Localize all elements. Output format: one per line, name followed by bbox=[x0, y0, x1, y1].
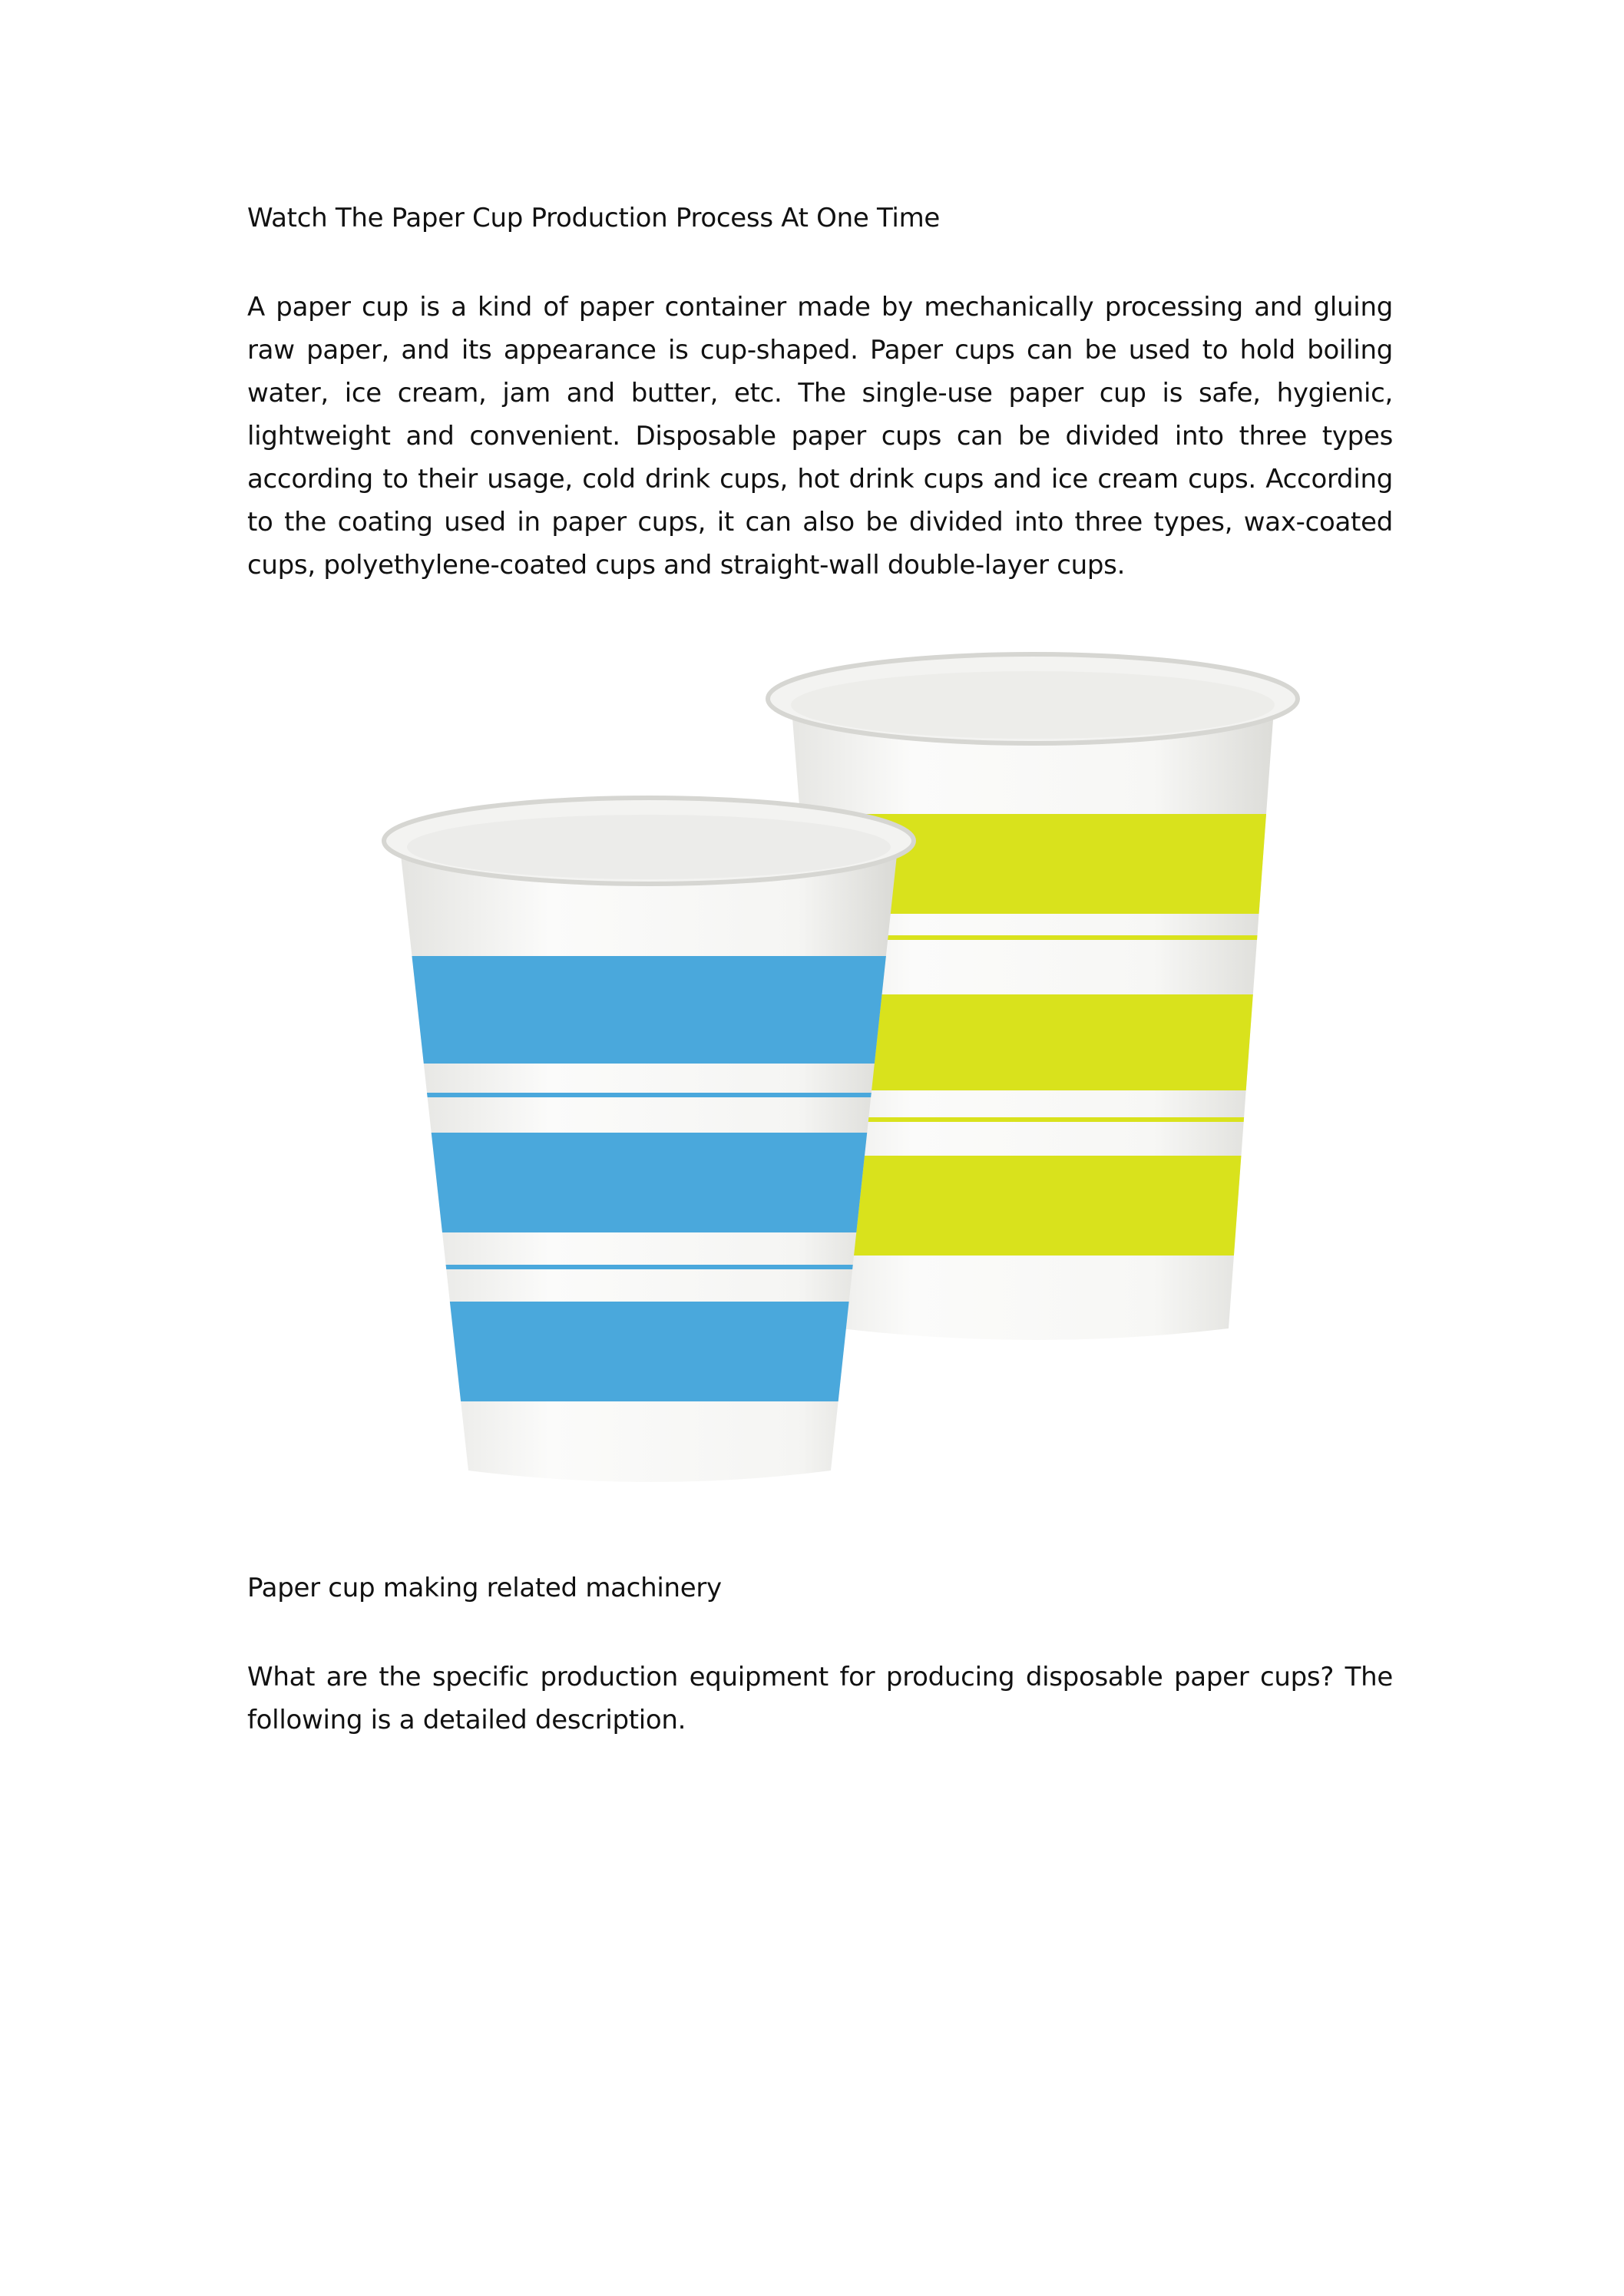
section-heading: Paper cup making related machinery bbox=[247, 1573, 722, 1603]
page-title: Watch The Paper Cup Production Process At One Time bbox=[247, 203, 941, 233]
intro-paragraph: A paper cup is a kind of paper container made by mechanically processing and gluing raw paper, and its appearance is cup-shaped. Paper cups can be used to hold boiling water, ice cream, jam and butter, etc. The single-use paper cup is safe, hygienic, lightweight and convenient. Disposable paper cups can be divided into three types according to their usage, cold drink cups, hot drink cups and ice cream cups. According to the coating used in paper cups, it can also be divided into three types, wax-coated cups, polyethylene-coated cups and straight-wall double-layer cups. bbox=[247, 292, 1393, 581]
section-paragraph: What are the specific production equipment for producing disposable paper cups? The following is a detailed description. bbox=[247, 1662, 1393, 1735]
blue-striped-cup bbox=[361, 798, 944, 1482]
paper-cups-photo bbox=[361, 626, 1321, 1494]
